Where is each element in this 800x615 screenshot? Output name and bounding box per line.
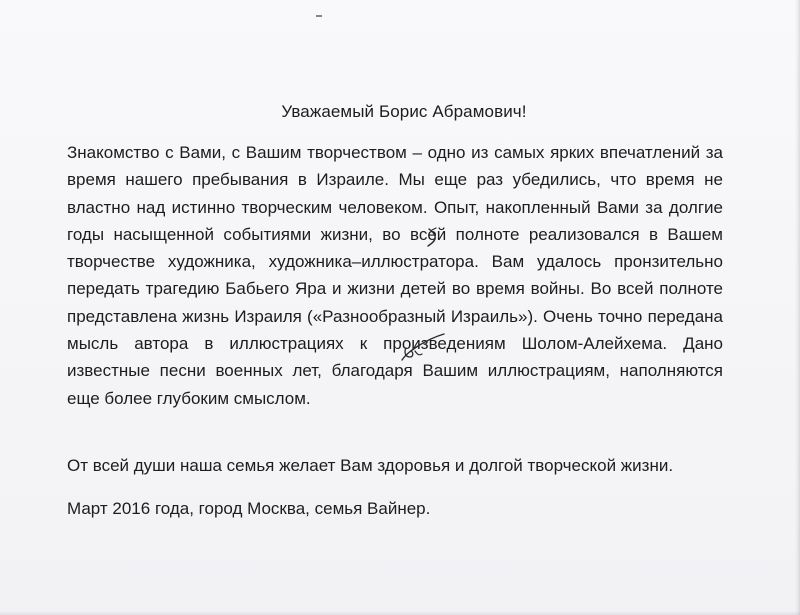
- scan-speck: [316, 15, 322, 17]
- letter-salutation: [0, 102, 800, 122]
- salutation-text: Уважаемый Борис Абрамович!: [281, 102, 527, 121]
- paper-edge-shadow: [795, 0, 800, 615]
- letter-signature-line: Март 2016 года, город Москва, семья Вайнер.: [67, 499, 431, 518]
- letter-wishes: От всей души наша семья желает Вам здоровья и долгой творческой жизни.: [67, 456, 674, 475]
- paper-bottom-shadow: [0, 611, 800, 615]
- letter-main-paragraph: Знакомство с Вами, с Вашим творчеством – одно из самых ярких впечатлений за время нашего пребывания в Израиле. Мы еще раз убедились, что время не властно над истинно творческим человеком. Опыт, накопленный Вами за долгие годы насыщенной событиями жизни, во всей полноте реализовался в Вашем творчестве художника, художника–иллюстратора. Вам удалось пронзительно передать трагедию Бабьего Яра и жизни детей во время войны. Во всей полноте представлена жизнь Израиля («Разнообразный Израиль»). Очень точно передана мысль автора в иллюстрациях к произведениям Шолом-Алейхема. Дано известные песни военных лет, благодаря Вашим иллюстрациям, наполняются еще более глубоким смыслом.: [67, 143, 723, 408]
